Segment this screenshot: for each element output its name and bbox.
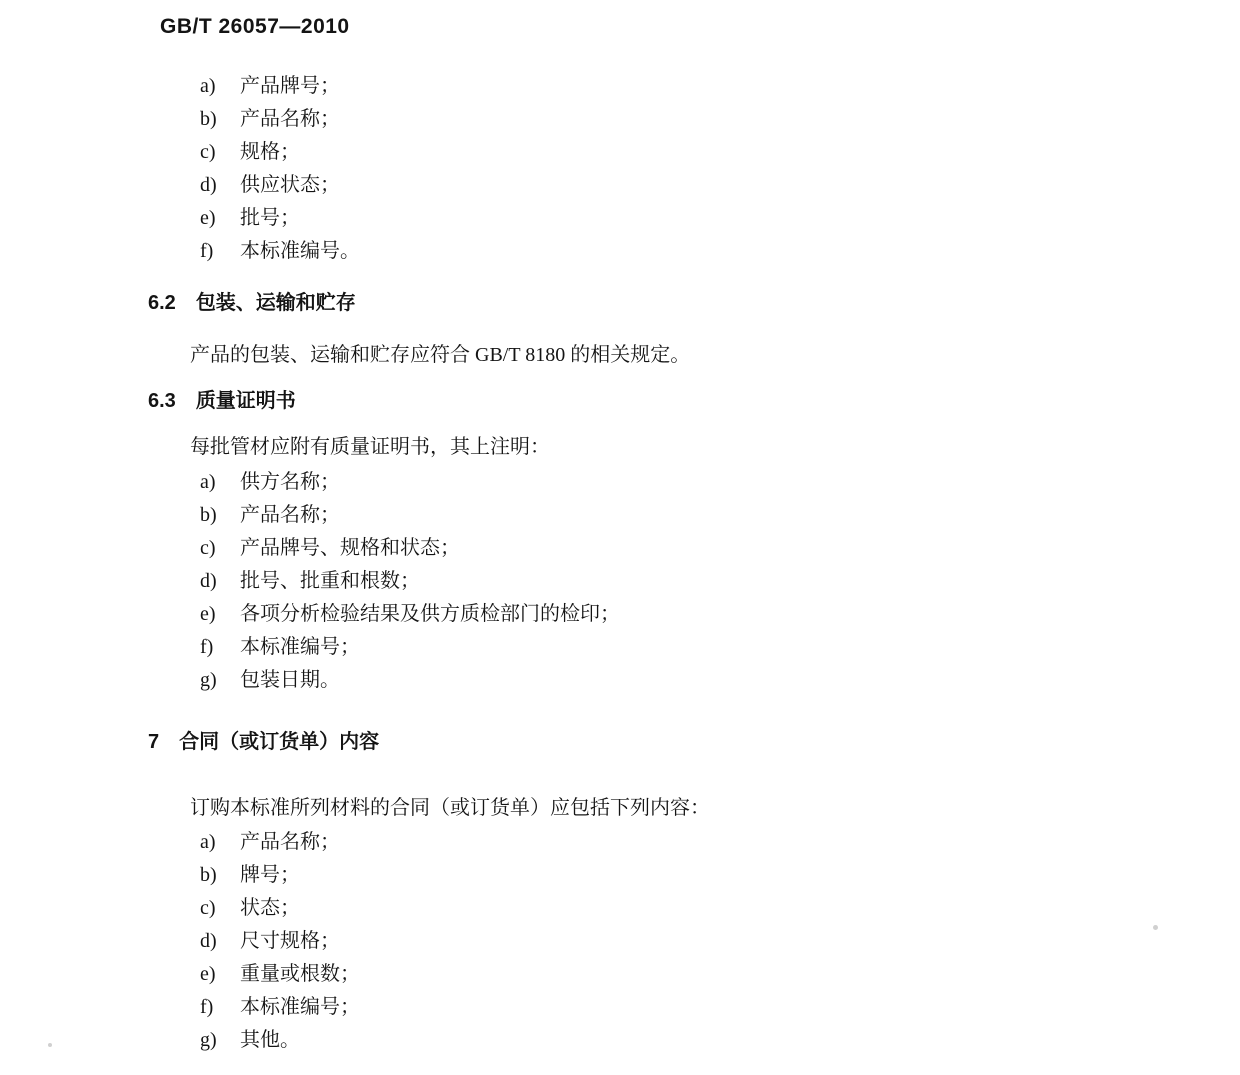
section-heading-7 [148,729,1240,755]
list-marking [200,70,1240,268]
list-item [200,103,1240,136]
section-title: 包装、运输和贮存 [195,292,356,314]
list-item [200,565,1240,598]
item-letter: c) [200,141,216,163]
item-letter: f) [200,240,214,262]
item-letter: a) [200,831,216,853]
paragraph-7: 订购本标准所列材料的合同（或订货单）应包括下列内容： [190,797,710,819]
item-text: 产品名称； [240,831,340,853]
list-item [200,925,1240,958]
item-text: 包装日期。 [240,669,340,691]
item-letter: d) [200,930,217,952]
list-item [200,532,1240,565]
section-number: 7 [148,731,160,753]
list-item [200,598,1240,631]
section-heading-6-2 [148,290,1240,316]
item-letter: b) [200,864,217,886]
item-text: 状态； [240,897,300,919]
item-text: 各项分析检验结果及供方质检部门的检印； [240,603,620,625]
standard-number: GB/T 26057—2010 [160,15,350,38]
section-title: 合同（或订货单）内容 [179,731,380,753]
item-text: 产品牌号、规格和状态； [240,537,460,559]
list-item [200,991,1240,1024]
section-number: 6.3 [148,390,176,412]
item-text: 重量或根数； [240,963,360,985]
item-letter: f) [200,996,214,1018]
item-letter: c) [200,897,216,919]
item-letter: e) [200,603,216,625]
list-quality-certificate [200,466,1240,697]
item-letter: a) [200,75,216,97]
item-letter: a) [200,471,216,493]
list-item [200,202,1240,235]
list-item [200,958,1240,991]
item-text: 产品名称； [240,108,340,130]
item-letter: f) [200,636,214,658]
item-text: 本标准编号； [240,996,360,1018]
list-contract-contents [200,826,1240,1057]
item-text: 供应状态； [240,174,340,196]
document-page [0,14,1240,1075]
list-item [200,499,1240,532]
item-text: 批号、批重和根数； [240,570,420,592]
item-letter: d) [200,570,217,592]
section-title: 质量证明书 [195,390,296,412]
list-item [200,235,1240,268]
item-text: 规格； [240,141,300,163]
list-item [200,169,1240,202]
list-item [200,136,1240,169]
list-item [200,631,1240,664]
item-letter: b) [200,504,217,526]
item-text: 供方名称； [240,471,340,493]
item-text: 尺寸规格； [240,930,340,952]
item-letter: b) [200,108,217,130]
paragraph-6-2: 产品的包装、运输和贮存应符合 GB/T 8180 的相关规定。 [190,344,691,366]
list-item [200,466,1240,499]
item-text: 本标准编号； [240,636,360,658]
paragraph-6-3: 每批管材应附有质量证明书，其上注明： [190,436,550,458]
item-letter: e) [200,963,216,985]
item-letter: e) [200,207,216,229]
item-letter: g) [200,1029,217,1051]
scan-speck [1153,925,1158,930]
list-item [200,1024,1240,1057]
item-letter: c) [200,537,216,559]
list-item [200,664,1240,697]
list-item [200,859,1240,892]
item-text: 本标准编号。 [240,240,360,262]
list-item [200,892,1240,925]
item-text: 产品牌号； [240,75,340,97]
item-text: 牌号； [240,864,300,886]
item-letter: g) [200,669,217,691]
item-text: 其他。 [240,1029,300,1051]
scan-speck [48,1043,52,1047]
item-letter: d) [200,174,217,196]
section-heading-6-3 [148,388,1240,414]
list-item [200,826,1240,859]
item-text: 产品名称； [240,504,340,526]
list-item [200,70,1240,103]
section-number: 6.2 [148,292,176,314]
item-text: 批号； [240,207,300,229]
